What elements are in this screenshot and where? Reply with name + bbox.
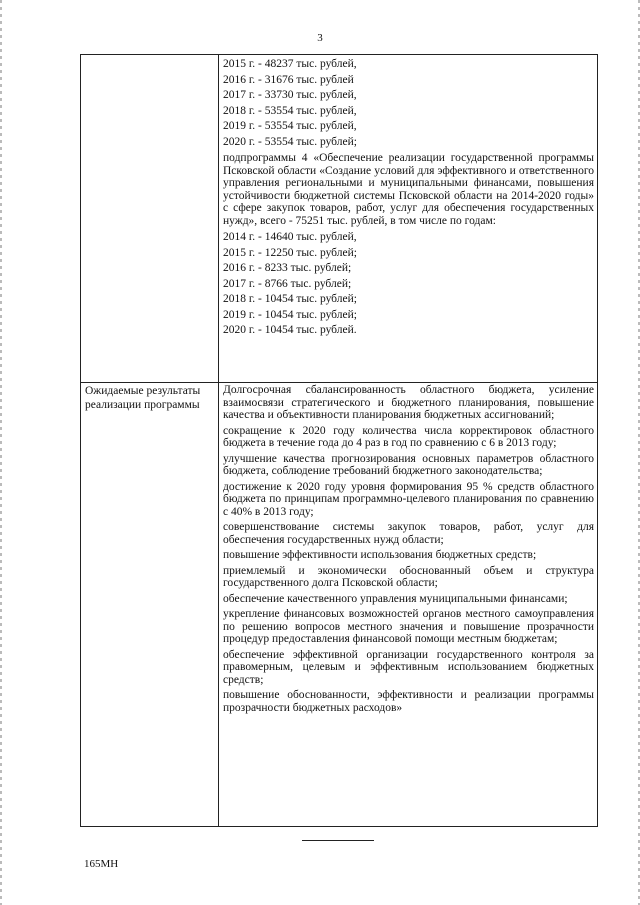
- subprogram-year-line: 2015 г. - 12250 тыс. рублей;: [223, 246, 357, 259]
- expected-result-item: приемлемый и экономически обоснованный объем и структура государственного долга Псковской области;: [223, 564, 594, 589]
- expected-results-label: Ожидаемые результаты реализации программы: [85, 385, 201, 411]
- expected-result-item: обеспечение качественного управления муниципальными финансами;: [223, 592, 568, 605]
- funding-year-line: 2017 г. - 33730 тыс. рублей,: [223, 89, 357, 101]
- row-divider: [81, 382, 597, 383]
- expected-result-item: повышение обоснованности, эффективности и реализации программы прозрачности бюджетных расходов»: [223, 689, 594, 714]
- funding-year-line: 2015 г. - 48237 тыс. рублей,: [223, 58, 357, 70]
- subprogram-year-line: 2019 г. - 10454 тыс. рублей;: [223, 308, 357, 321]
- subprogram-description: подпрограммы 4 «Обеспечение реализации государственной программы Псковской области «Создание условий для эффективного и ответственного управления региональными и муниципальными финансами, повышения устойчивости бюджетной системы Псковской области на 2014-2020 годы» с сфере закупок товаров, работ, услуг для обеспечения государственных нужд», всего - 75251 тыс. рублей, в том числе по годам:: [223, 152, 594, 227]
- scan-edge-left: [0, 0, 2, 905]
- subprogram-year-line: 2018 г. - 10454 тыс. рублей;: [223, 293, 357, 305]
- footnote-rule: [302, 840, 374, 841]
- expected-result-item: обеспечение эффективной организации государственного контроля за правомерным, целевым и эффективным использованием бюджетных средств;: [223, 648, 594, 686]
- expected-result-item: совершенствование системы закупок товаров, работ, услуг для обеспечения государственных нужд области;: [223, 521, 594, 546]
- page-number: 3: [317, 32, 323, 44]
- funding-year-line: 2020 г. - 53554 тыс. рублей;: [223, 135, 357, 148]
- subprogram-year-line: 2017 г. - 8766 тыс. рублей;: [223, 277, 352, 290]
- column-divider: [218, 55, 219, 826]
- expected-result-item: Долгосрочная сбалансированность областного бюджета, усиление взаимосвязи стратегического и бюджетного планирования, повышение качества и объективности планирования бюджетных ассигнований;: [223, 384, 594, 421]
- expected-result-item: достижение к 2020 году уровня формирования 95 % средств областного бюджета по принципам программно-целевого планирования по сравнению с 40% в 2013 году;: [223, 480, 594, 518]
- subprogram-year-line: 2016 г. - 8233 тыс. рублей;: [223, 262, 352, 274]
- subprogram-year-line: 2020 г. - 10454 тыс. рублей.: [223, 324, 357, 336]
- expected-results-cell: [223, 384, 594, 717]
- subprogram-year-line: 2014 г. - 14640 тыс. рублей,: [223, 231, 357, 243]
- funding-year-line: 2018 г. - 53554 тыс. рублей,: [223, 104, 357, 117]
- funding-year-line: 2016 г. - 31676 тыс. рублей: [223, 73, 354, 86]
- funding-year-line: 2019 г. - 53554 тыс. рублей,: [223, 120, 357, 132]
- expected-result-item: улучшение качества прогнозирования основных параметров областного бюджета, соблюдение требований бюджетного законодательства;: [223, 452, 594, 477]
- program-passport-table: [80, 54, 598, 827]
- funding-cell: [223, 57, 594, 339]
- expected-result-item: сокращение к 2020 году количества числа корректировок областного бюджета в течение года до 4 раз в год по сравнению с 6 в 2013 году;: [223, 424, 594, 449]
- expected-result-item: укрепление финансовых возможностей органов местного самоуправления по решению вопросов местного значения и повышение прозрачности процедур предоставления финансовой помощи местным бюджетам;: [223, 608, 594, 645]
- document-code: 165МН: [84, 858, 119, 870]
- expected-result-item: повышение эффективности использования бюджетных средств;: [223, 549, 537, 561]
